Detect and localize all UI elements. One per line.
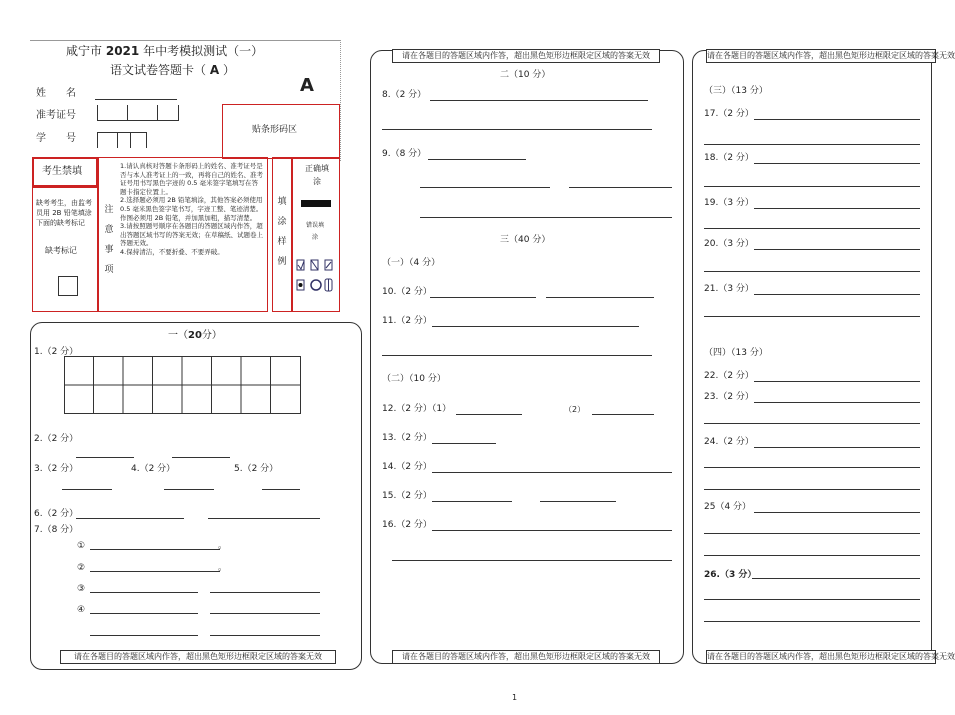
q1-label: 1.（2 分）: [34, 347, 79, 357]
q7-extra-line[interactable]: [210, 635, 320, 636]
q17-answer-line[interactable]: [704, 144, 920, 145]
q3-label: 3.（2 分）: [34, 464, 79, 474]
q25-answer-line[interactable]: [704, 533, 920, 534]
q7-item-3-line[interactable]: [90, 592, 198, 593]
q7-item-3-marker: ③: [77, 584, 86, 594]
q13-answer-line[interactable]: [432, 443, 496, 444]
q9-answer-line[interactable]: [428, 159, 526, 160]
part-four-heading: （四）（13 分）: [704, 348, 768, 358]
note-item: 1.请认真核对答题卡条形码上的姓名、准考证号是否与本人准考证上的一致，再将自己的姓名、准考证号用书写黑色字迹的 0.5 毫米签字笔填写在答题卡指定位置上。: [120, 162, 263, 196]
q9-answer-line[interactable]: [420, 187, 550, 188]
q23-answer-line[interactable]: [704, 423, 920, 424]
q18-answer-line[interactable]: [754, 163, 920, 164]
seat-label: 学 号: [36, 133, 76, 144]
q23-label: 23.（2 分）: [704, 392, 754, 402]
q7-item-4-line[interactable]: [90, 613, 198, 614]
q10-label: 10.（2 分）: [382, 287, 432, 297]
q10-answer-line[interactable]: [430, 297, 536, 298]
q23-answer-line[interactable]: [754, 402, 920, 403]
notes-list: [120, 162, 264, 257]
barcode-label: 贴条形码区: [252, 125, 298, 135]
q9-answer-line[interactable]: [420, 217, 672, 218]
q15-answer-line[interactable]: [540, 501, 616, 502]
q19-label: 19.（3 分）: [704, 198, 754, 208]
q22-label: 22.（2 分）: [704, 371, 754, 381]
q20-answer-line[interactable]: [704, 271, 920, 272]
note-item: 4.保持清洁，不要折叠、不要弄破。: [120, 247, 224, 256]
q7-item-1-period: 。: [218, 541, 228, 551]
q17-label: 17.（2 分）: [704, 109, 754, 119]
right-bottom-banner: 请在各题目的答题区域内作答，超出黑色矩形边框限定区域的答案无效: [706, 650, 936, 664]
section-one-heading: 一（20分）: [168, 330, 222, 341]
q14-label: 14.（2 分）: [382, 462, 432, 472]
q14-answer-line[interactable]: [432, 472, 672, 473]
left-bottom-banner: 请在各题目的答题区域内作答，超出黑色矩形边框限定区域的答案无效: [60, 650, 336, 664]
q12-label: 12.（2 分）（1）: [382, 404, 452, 414]
filled-bubble-sample: [301, 200, 331, 207]
q7-item-1-line[interactable]: [90, 549, 220, 550]
q3-answer-line[interactable]: [62, 489, 112, 490]
right-top-banner: 请在各题目的答题区域内作答，超出黑色矩形边框限定区域的答案无效: [706, 49, 936, 63]
q24-answer-line[interactable]: [754, 447, 920, 448]
q2-answer-line[interactable]: [76, 457, 134, 458]
q18-answer-line[interactable]: [704, 186, 920, 187]
note-item: 3.请按照题号顺序在各题目的答题区域内作答，超出答题区域书写的答案无效；在草稿纸、试题卷上答题无效。: [120, 222, 263, 248]
section-three-heading: 三（40 分）: [500, 235, 551, 245]
section-two-heading: 二（10 分）: [500, 70, 551, 80]
exam-id-label: 准考证号: [36, 110, 76, 121]
exam-title-line1: 咸宁市 2021 年中考模拟测试（一）: [66, 44, 264, 58]
q21-answer-line[interactable]: [704, 316, 920, 317]
fill-correct-label: 正确填涂: [305, 164, 329, 186]
middle-bottom-banner: 请在各题目的答题区域内作答，超出黑色矩形边框限定区域的答案无效: [392, 650, 660, 664]
fill-wrong-label: 错误填涂: [305, 222, 324, 241]
q4-label: 4.（2 分）: [131, 464, 176, 474]
exam-title-line2: 语文试卷答题卡（ A ）: [110, 63, 235, 77]
q20-answer-line[interactable]: [754, 249, 920, 250]
q24-answer-line[interactable]: [704, 489, 920, 490]
part-two-heading: （二）（10 分）: [382, 374, 446, 384]
q7-item-1-marker: ①: [77, 541, 86, 551]
q8-answer-line[interactable]: [382, 129, 652, 130]
q5-label: 5.（2 分）: [234, 464, 279, 474]
absent-mark-checkbox[interactable]: [58, 276, 78, 296]
version-mark: A: [300, 75, 314, 96]
q24-answer-line[interactable]: [704, 467, 920, 468]
q7-item-4-marker: ④: [77, 605, 86, 615]
q25-answer-line[interactable]: [704, 555, 920, 556]
q5-answer-line[interactable]: [262, 489, 300, 490]
q9-label: 9.（8 分）: [382, 149, 427, 159]
name-field[interactable]: [95, 99, 177, 100]
q25-label: 25（4 分）: [704, 502, 752, 512]
forbidden-title: 考生禁填: [42, 166, 82, 177]
name-label: 姓 名: [36, 88, 76, 99]
q4-answer-line[interactable]: [164, 489, 214, 490]
q16-answer-line[interactable]: [392, 560, 672, 561]
q16-label: 16.（2 分）: [382, 520, 432, 530]
q11-label: 11.（2 分）: [382, 316, 432, 326]
page-number: 1: [512, 693, 518, 702]
q20-label: 20.（3 分）: [704, 239, 754, 249]
q7-label: 7.（8 分）: [34, 525, 79, 535]
forbidden-text: 缺考考生，由监考员用 2B 铅笔填涂下面的缺考标记: [36, 199, 92, 227]
part-one-heading: （一）（4 分）: [382, 258, 441, 268]
q21-label: 21.（3 分）: [704, 284, 754, 294]
q7-item-2-marker: ②: [77, 563, 86, 573]
q13-label: 13.（2 分）: [382, 433, 432, 443]
q26-answer-line[interactable]: [704, 621, 920, 622]
q26-answer-line[interactable]: [752, 578, 920, 579]
q7-item-2-line[interactable]: [90, 571, 220, 572]
q12-1-answer-line[interactable]: [456, 414, 522, 415]
q21-answer-line[interactable]: [754, 294, 920, 295]
q16-answer-line[interactable]: [432, 530, 672, 531]
q6-answer-line[interactable]: [208, 518, 320, 519]
notes-title: 注意事项: [104, 205, 114, 275]
q19-answer-line[interactable]: [704, 228, 920, 229]
q19-answer-line[interactable]: [754, 208, 920, 209]
fill-example-label: 填涂样例: [277, 197, 287, 267]
q15-label: 15.（2 分）: [382, 491, 432, 501]
q15-answer-line[interactable]: [432, 501, 512, 502]
q7-extra-line[interactable]: [90, 635, 198, 636]
q1-writing-grid[interactable]: [64, 356, 301, 414]
q7-item-2-period: 。: [218, 563, 228, 573]
q25-answer-line[interactable]: [754, 512, 920, 513]
absent-mark-label: 缺考标记: [45, 246, 77, 255]
q2-answer-line[interactable]: [172, 457, 230, 458]
q18-label: 18.（2 分）: [704, 153, 754, 163]
middle-panel: [370, 50, 684, 664]
exam-id-field[interactable]: [97, 105, 179, 121]
q7-item-4-line[interactable]: [210, 613, 320, 614]
q12-2-marker: （2）: [564, 405, 586, 414]
q6-answer-line[interactable]: [76, 518, 184, 519]
q2-label: 2.（2 分）: [34, 434, 79, 444]
q11-answer-line[interactable]: [382, 355, 652, 356]
middle-top-banner: 请在各题目的答题区域内作答，超出黑色矩形边框限定区域的答案无效: [392, 49, 660, 63]
wrong-fill-samples: [296, 258, 336, 298]
q26-answer-line[interactable]: [704, 599, 920, 600]
q8-label: 8.（2 分）: [382, 90, 427, 100]
q22-answer-line[interactable]: [754, 381, 920, 382]
q10-answer-line[interactable]: [546, 297, 654, 298]
q12-2-answer-line[interactable]: [592, 414, 654, 415]
q11-answer-line[interactable]: [432, 326, 639, 327]
seat-field[interactable]: [97, 132, 147, 148]
q7-item-3-line[interactable]: [210, 592, 320, 593]
q8-answer-line[interactable]: [430, 100, 648, 101]
q24-label: 24.（2 分）: [704, 437, 754, 447]
q26-label: 26.（3 分）: [704, 570, 757, 580]
q9-answer-line[interactable]: [569, 187, 672, 188]
note-item: 2.选择题必须用 2B 铅笔填涂，其他答案必须使用 0.5 毫米黑色签字笔书写，字迹工整、笔迹清楚。作图必须用 2B 铅笔，并加黑加粗，描写清楚。: [120, 196, 263, 222]
part-three-heading: （三）（13 分）: [704, 86, 768, 96]
q17-answer-line[interactable]: [754, 119, 920, 120]
q6-label: 6.（2 分）: [34, 509, 79, 519]
